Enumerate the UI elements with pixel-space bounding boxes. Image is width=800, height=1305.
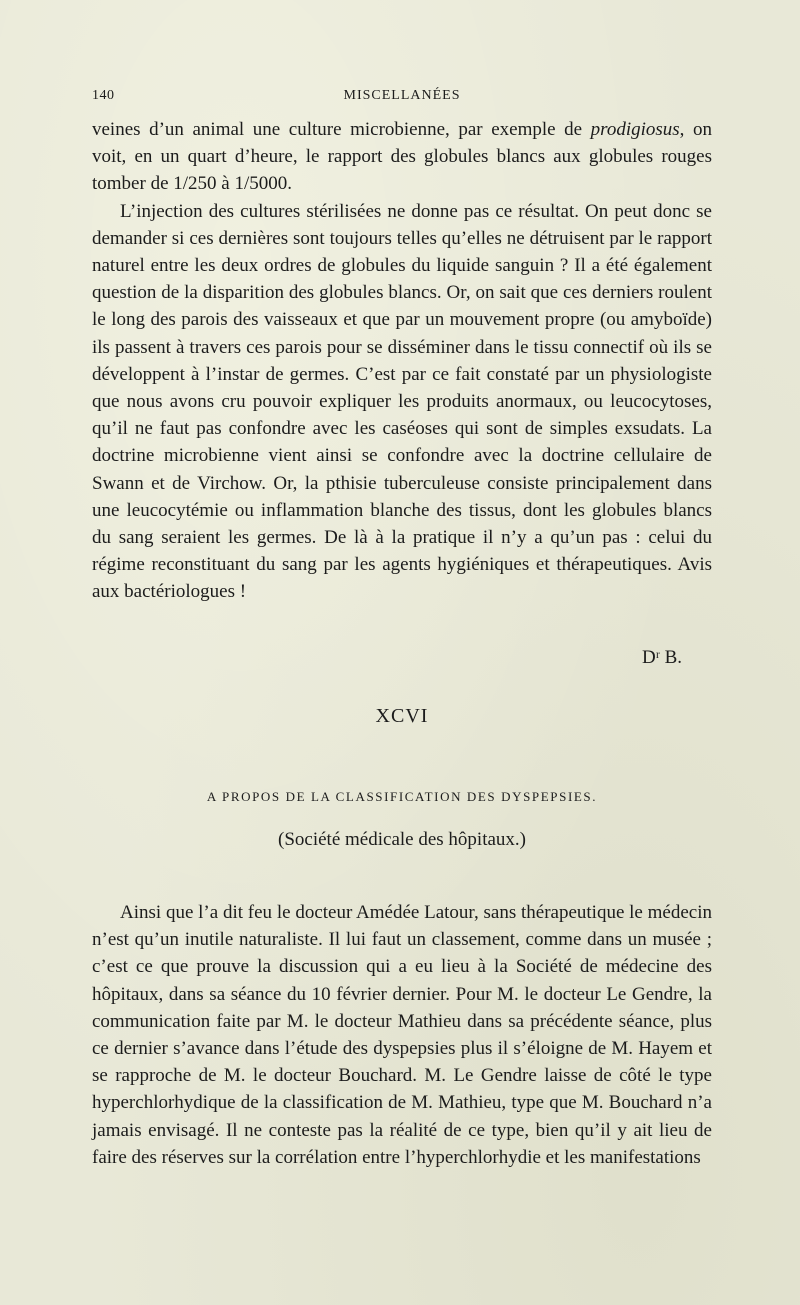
paragraph: L’injection des cultures stérilisées ne donne pas ce résultat. On peut donc se demander si ces dernières sont toujours telles qu’elles ne détruisent par le rapport naturel entre les deux ordres de globules du liquide sanguin ? Il a été également question de la disparition des globules blancs. Or, on sait que ces derniers roulent le long des parois des vaisseaux et que par un mouvement propre (ou amyboïde) ils passent à travers ces parois pour se disséminer dans le tissu connectif où ils se développent à l’instar de germes. C’est par ce fait constaté par un physiologiste que nous avons cru pouvoir expliquer les produits anormaux, ou leucocytoses, qu’il ne faut pas confondre avec les caséoses qui sont de simples exsudats. La doctrine microbienne vient ainsi se confondre avec la doctrine cellulaire de Swann et de Virchow. Or, la pthisie tuberculeuse consiste principalement dans une leucocytémie ou inflammation blanche des tissus, dont les globules blancs du sang seraient les germes. De là à la pratique il n’y a qu’un pas : celui du régime reconstituant du sang par les agents hygiéniques et thérapeutiques. Avis aux bactériologues ! — [92, 200, 712, 603]
text-block-bottom — [92, 899, 712, 1171]
running-title: MISCELLANÉES — [343, 88, 461, 103]
author-signature: Dʳ B. — [641, 647, 682, 668]
text-block-top — [92, 116, 712, 606]
section-title: A PROPOS DE LA CLASSIFICATION DES DYSPEPSIES. — [206, 789, 598, 804]
paragraph: Ainsi que l’a dit feu le docteur Amédée Latour, sans thérapeutique le médecin n’est qu’un inutile naturaliste. Il lui faut un classement, comme dans un musée ; c’est ce que prouve la discussion qui a eu lieu à la Société de médecine des hôpitaux, dans sa séance du 10 février dernier. Pour M. le docteur Le Gendre, la communication faite par M. le docteur Mathieu dans sa précédente séance, plus ce dernier s’avance dans l’étude des dyspepsies plus il s’éloigne de M. Hayem et se rapproche de M. le docteur Bouchard. M. Le Gendre laisse de côté le type hyperchlorhydique de la classification de M. Mathieu, type que M. Bouchard n’a jamais envisagé. Il ne conteste pas la réalité de ce type, bien qu’il y ait lieu de faire des réserves sur la corrélation entre l’hyperchlorhydie et les manifestations — [92, 902, 712, 1168]
paragraph-continuation — [92, 116, 712, 198]
running-head — [92, 88, 712, 108]
paragraph-rest: , on voit, en un quart d’heure, le rapport des globules blancs aux globules rouges tomber de 1/250 à 1/5000. — [92, 119, 712, 195]
paragraph-lead: veines d’un animal une culture microbienne, par exemple de — [92, 119, 591, 140]
section-number: XCVI — [375, 705, 429, 727]
page-number: 140 — [92, 88, 115, 103]
italic-term: prodigiosus — [590, 119, 680, 140]
section-subtitle: (Société médicale des hôpitaux.) — [278, 829, 526, 850]
